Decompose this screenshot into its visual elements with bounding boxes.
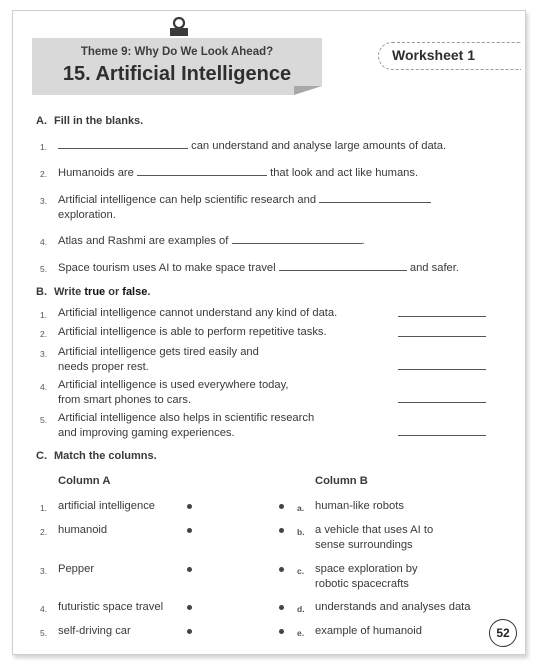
match-dot-a4[interactable] [187, 605, 192, 610]
c-b3-text [315, 562, 418, 592]
c-b4-text: understands and analyses data [315, 601, 471, 613]
a-item-4 [58, 233, 365, 249]
b-item-1-num: 1. [40, 310, 48, 320]
a-item-4-text-before: Atlas and Rashmi are examples of [58, 235, 229, 247]
a-item-4-num: 4. [40, 237, 48, 247]
c-a4-text: futuristic space travel [58, 601, 164, 613]
b-item-4-line2: from smart phones to cars. [58, 394, 192, 406]
section-b-title-end: . [147, 286, 151, 298]
b-item-2-text: Artificial intelligence is able to perform repetitive tasks. [58, 326, 327, 338]
c-a1-num: 1. [40, 503, 48, 513]
a-item-5-text-after: and safer. [409, 262, 459, 274]
column-b-header: Column B [315, 475, 368, 487]
a-item-1 [58, 138, 446, 154]
c-a3-text: Pepper [58, 563, 95, 575]
b-item-3-text [58, 345, 259, 375]
b-item-4-num: 4. [40, 382, 48, 392]
answer-blank[interactable] [58, 138, 188, 149]
c-b2-letter: b. [297, 527, 305, 537]
b-item-1-text: Artificial intelligence cannot understand any kind of data. [58, 307, 338, 319]
section-a-letter: A. [36, 115, 47, 127]
b-item-2-num: 2. [40, 329, 48, 339]
c-b3-line2: robotic spacecrafts [315, 578, 409, 590]
b-item-4-text [58, 378, 289, 408]
c-b4-letter: d. [297, 604, 305, 614]
section-b-title-true: true [84, 286, 106, 298]
column-a-header: Column A [58, 475, 111, 487]
match-dot-b5[interactable] [279, 629, 284, 634]
c-b2-text [315, 523, 433, 553]
chapter-title: 15. Artificial Intelligence [62, 63, 292, 85]
a-item-1-num: 1. [40, 142, 48, 152]
a-item-2-text-before: Humanoids are [58, 167, 134, 179]
answer-line[interactable] [398, 369, 486, 370]
page-number: 52 [489, 619, 517, 647]
a-item-5-num: 5. [40, 264, 48, 274]
answer-blank[interactable] [279, 260, 407, 271]
match-dot-a5[interactable] [187, 629, 192, 634]
section-a-title: Fill in the blanks. [54, 115, 144, 127]
c-a3-num: 3. [40, 566, 48, 576]
b-item-5-line2: and improving gaming experiences. [58, 427, 235, 439]
a-item-5 [58, 260, 459, 276]
b-item-3-line2: needs proper rest. [58, 361, 149, 373]
answer-blank[interactable] [319, 192, 431, 203]
section-b-title-or: or [108, 286, 120, 298]
a-item-5-text-before: Space tourism uses AI to make space travel [58, 262, 276, 274]
c-a1-text: artificial intelligence [58, 500, 156, 512]
b-item-5-num: 5. [40, 415, 48, 425]
b-item-5-text [58, 411, 314, 441]
match-dot-a1[interactable] [187, 504, 192, 509]
match-dot-a2[interactable] [187, 528, 192, 533]
c-b5-letter: e. [297, 628, 305, 638]
a-item-4-text-after: . [361, 235, 365, 247]
c-b2-line1: a vehicle that uses AI to [315, 524, 434, 536]
section-a-heading [36, 115, 143, 127]
match-dot-a3[interactable] [187, 567, 192, 572]
answer-line[interactable] [398, 402, 486, 403]
a-item-1-text: can understand and analyse large amounts of data. [191, 140, 447, 152]
worksheet-label: Worksheet 1 [392, 47, 475, 63]
c-b3-letter: c. [297, 566, 305, 576]
c-a4-num: 4. [40, 604, 48, 614]
a-item-3-num: 3. [40, 196, 48, 206]
section-c-letter: C. [36, 450, 47, 462]
b-item-3-line1: Artificial intelligence gets tired easily and [58, 346, 259, 358]
answer-line[interactable] [398, 316, 486, 317]
section-b-title-pre: Write [54, 286, 82, 298]
match-dot-b4[interactable] [279, 605, 284, 610]
c-b1-letter: a. [297, 503, 305, 513]
section-b-title-false: false [122, 286, 148, 298]
c-b3-line1: space exploration by [315, 563, 418, 575]
c-b2-line2: sense surroundings [315, 539, 413, 551]
answer-line[interactable] [398, 435, 486, 436]
c-b1-text: human-like robots [315, 500, 404, 512]
answer-blank[interactable] [137, 165, 267, 176]
answer-line[interactable] [398, 336, 486, 337]
c-a5-num: 5. [40, 628, 48, 638]
c-a5-text: self-driving car [58, 625, 131, 637]
section-b-heading [36, 286, 150, 298]
section-c-heading [36, 450, 157, 462]
section-c-title: Match the columns. [54, 450, 157, 462]
section-b-letter: B. [36, 286, 47, 298]
theme-label: Theme 9: Why Do We Look Ahead? [80, 46, 274, 58]
b-item-5-line1: Artificial intelligence also helps in scientific research [58, 412, 315, 424]
clip-icon [166, 16, 192, 38]
b-item-4-line1: Artificial intelligence is used everywhere today, [58, 379, 289, 391]
a-item-3-text-line2: exploration. [58, 209, 116, 221]
a-item-3-text-before: Artificial intelligence can help scientific research and [58, 194, 317, 206]
a-item-2-text-after: that look and act like humans. [270, 167, 419, 179]
answer-blank[interactable] [232, 233, 362, 244]
c-a2-num: 2. [40, 527, 48, 537]
c-a2-text: humanoid [58, 524, 108, 536]
b-item-3-num: 3. [40, 349, 48, 359]
a-item-3 [58, 192, 431, 223]
c-b5-text: example of humanoid [315, 625, 422, 637]
a-item-2-num: 2. [40, 169, 48, 179]
match-dot-b1[interactable] [279, 504, 284, 509]
match-dot-b3[interactable] [279, 567, 284, 572]
a-item-2 [58, 165, 418, 181]
match-dot-b2[interactable] [279, 528, 284, 533]
